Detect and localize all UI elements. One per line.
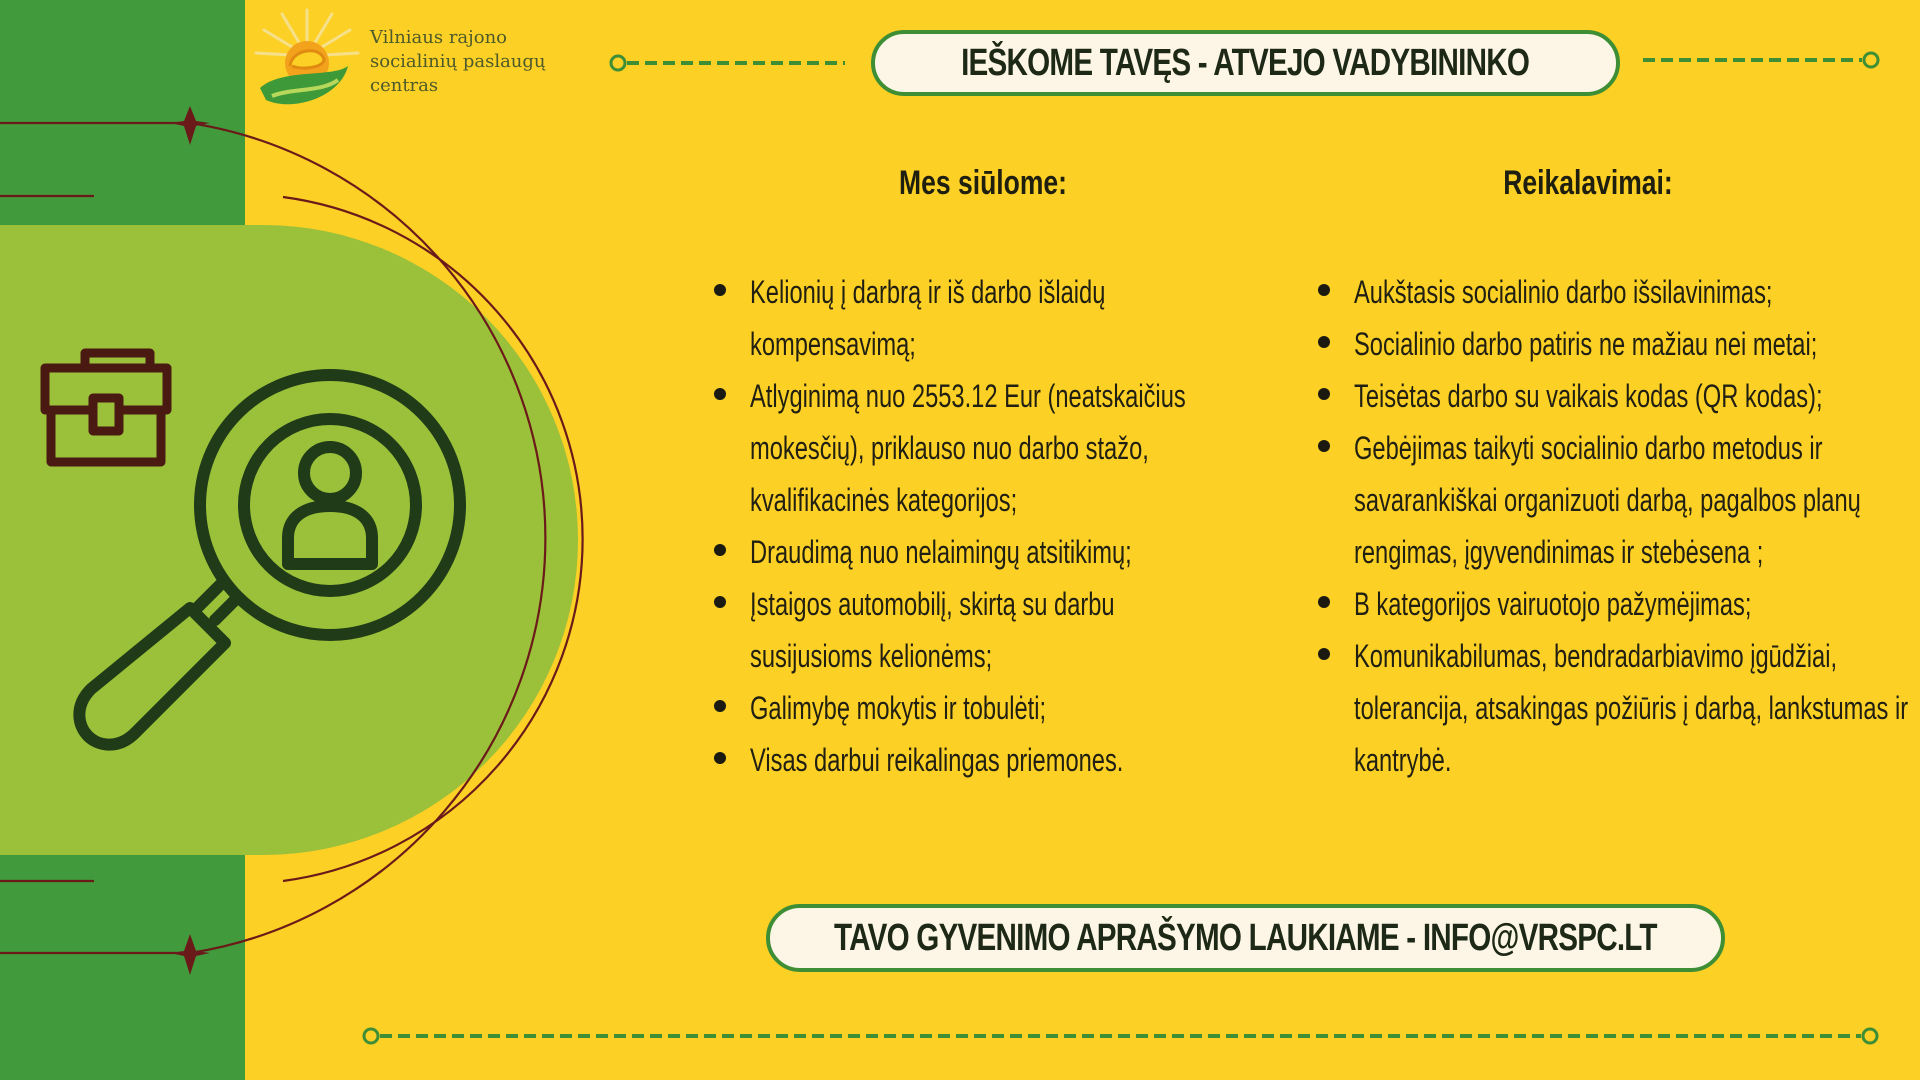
- list-item: [1318, 318, 1908, 370]
- list-item: [714, 578, 1194, 682]
- bullet: [1318, 440, 1330, 452]
- list-item-text: Galimybę mokytis ir tobulėti;: [750, 690, 1047, 726]
- page-title: IEŠKOME TAVĘS - ATVEJO VADYBININKO: [961, 41, 1530, 84]
- list-item-text: Teisėtas darbo su vaikais kodas (QR kodas);: [1354, 378, 1823, 414]
- requirements-list: [1318, 266, 1908, 786]
- list-item: [1318, 422, 1908, 578]
- logo-sun-icon: [252, 8, 362, 118]
- contact-cta-text[interactable]: TAVO GYVENIMO APRAŠYMO LAUKIAME - INFO@VRSPC.LT: [834, 916, 1657, 959]
- list-item: [1318, 370, 1908, 422]
- list-item-text: Komunikabilumas, bendradarbiavimo įgūdžiai, tolerancija, atsakingas požiūris į darbą, lankstumas ir kantrybė.: [1354, 638, 1909, 778]
- sparkle-bottom: [170, 934, 210, 975]
- org-name-line: socialinių paslaugų: [370, 51, 546, 72]
- bullet: [1318, 388, 1330, 400]
- list-item-text: Aukštasis socialinio darbo išsilavinimas;: [1354, 274, 1773, 310]
- list-item-text: Atlyginimą nuo 2553.12 Eur (neatskaičius mokesčių), priklauso nuo darbo stažo, kvalifikacinės kategorijos;: [750, 378, 1186, 518]
- list-item: [714, 682, 1194, 734]
- list-item-text: Gebėjimas taikyti socialinio darbo metodus ir savarankiškai organizuoti darbą, pagalbos planų rengimas, įgyvendinimas ir stebėsena ;: [1354, 430, 1861, 570]
- bullet: [714, 544, 726, 556]
- org-name-line: Vilniaus rajono: [370, 27, 508, 48]
- list-item-text: Kelionių į darbrą ir iš darbo išlaidų kompensavimą;: [750, 274, 1106, 362]
- list-item-text: B kategorijos vairuotojo pažymėjimas;: [1354, 586, 1752, 622]
- list-item: [714, 526, 1194, 578]
- list-item: [1318, 266, 1908, 318]
- offers-list: [714, 266, 1194, 786]
- list-item-text: Visas darbui reikalingas priemones.: [750, 742, 1124, 778]
- contact-banner: [766, 904, 1725, 972]
- bullet: [1318, 284, 1330, 296]
- bullet: [714, 752, 726, 764]
- bullet: [714, 596, 726, 608]
- bullet: [1318, 336, 1330, 348]
- bullet: [714, 284, 726, 296]
- bottom-dashes: [364, 1029, 1877, 1043]
- list-item: [714, 734, 1194, 786]
- organization-name: [370, 26, 570, 98]
- bullet: [1318, 596, 1330, 608]
- offers-heading: Mes siūlome:: [898, 164, 1067, 202]
- list-item-text: Draudimą nuo nelaimingų atsitikimų;: [750, 534, 1132, 570]
- list-item: [714, 370, 1194, 526]
- top-left-dashes: [611, 56, 845, 70]
- list-item: [1318, 630, 1908, 786]
- list-item-text: Įstaigos automobilį, skirtą su darbu susijusioms kelionėms;: [750, 586, 1115, 674]
- org-name-line: centras: [370, 75, 439, 96]
- organization-logo: [252, 8, 552, 118]
- list-item: [1318, 578, 1908, 630]
- list-item-text: Socialinio darbo patiris ne mažiau nei metai;: [1354, 326, 1818, 362]
- list-item: [714, 266, 1194, 370]
- bullet: [1318, 648, 1330, 660]
- requirements-heading: Reikalavimai:: [1503, 164, 1673, 202]
- bullet: [714, 700, 726, 712]
- bullet: [714, 388, 726, 400]
- top-right-dashes: [1643, 53, 1878, 67]
- title-banner: [871, 30, 1620, 96]
